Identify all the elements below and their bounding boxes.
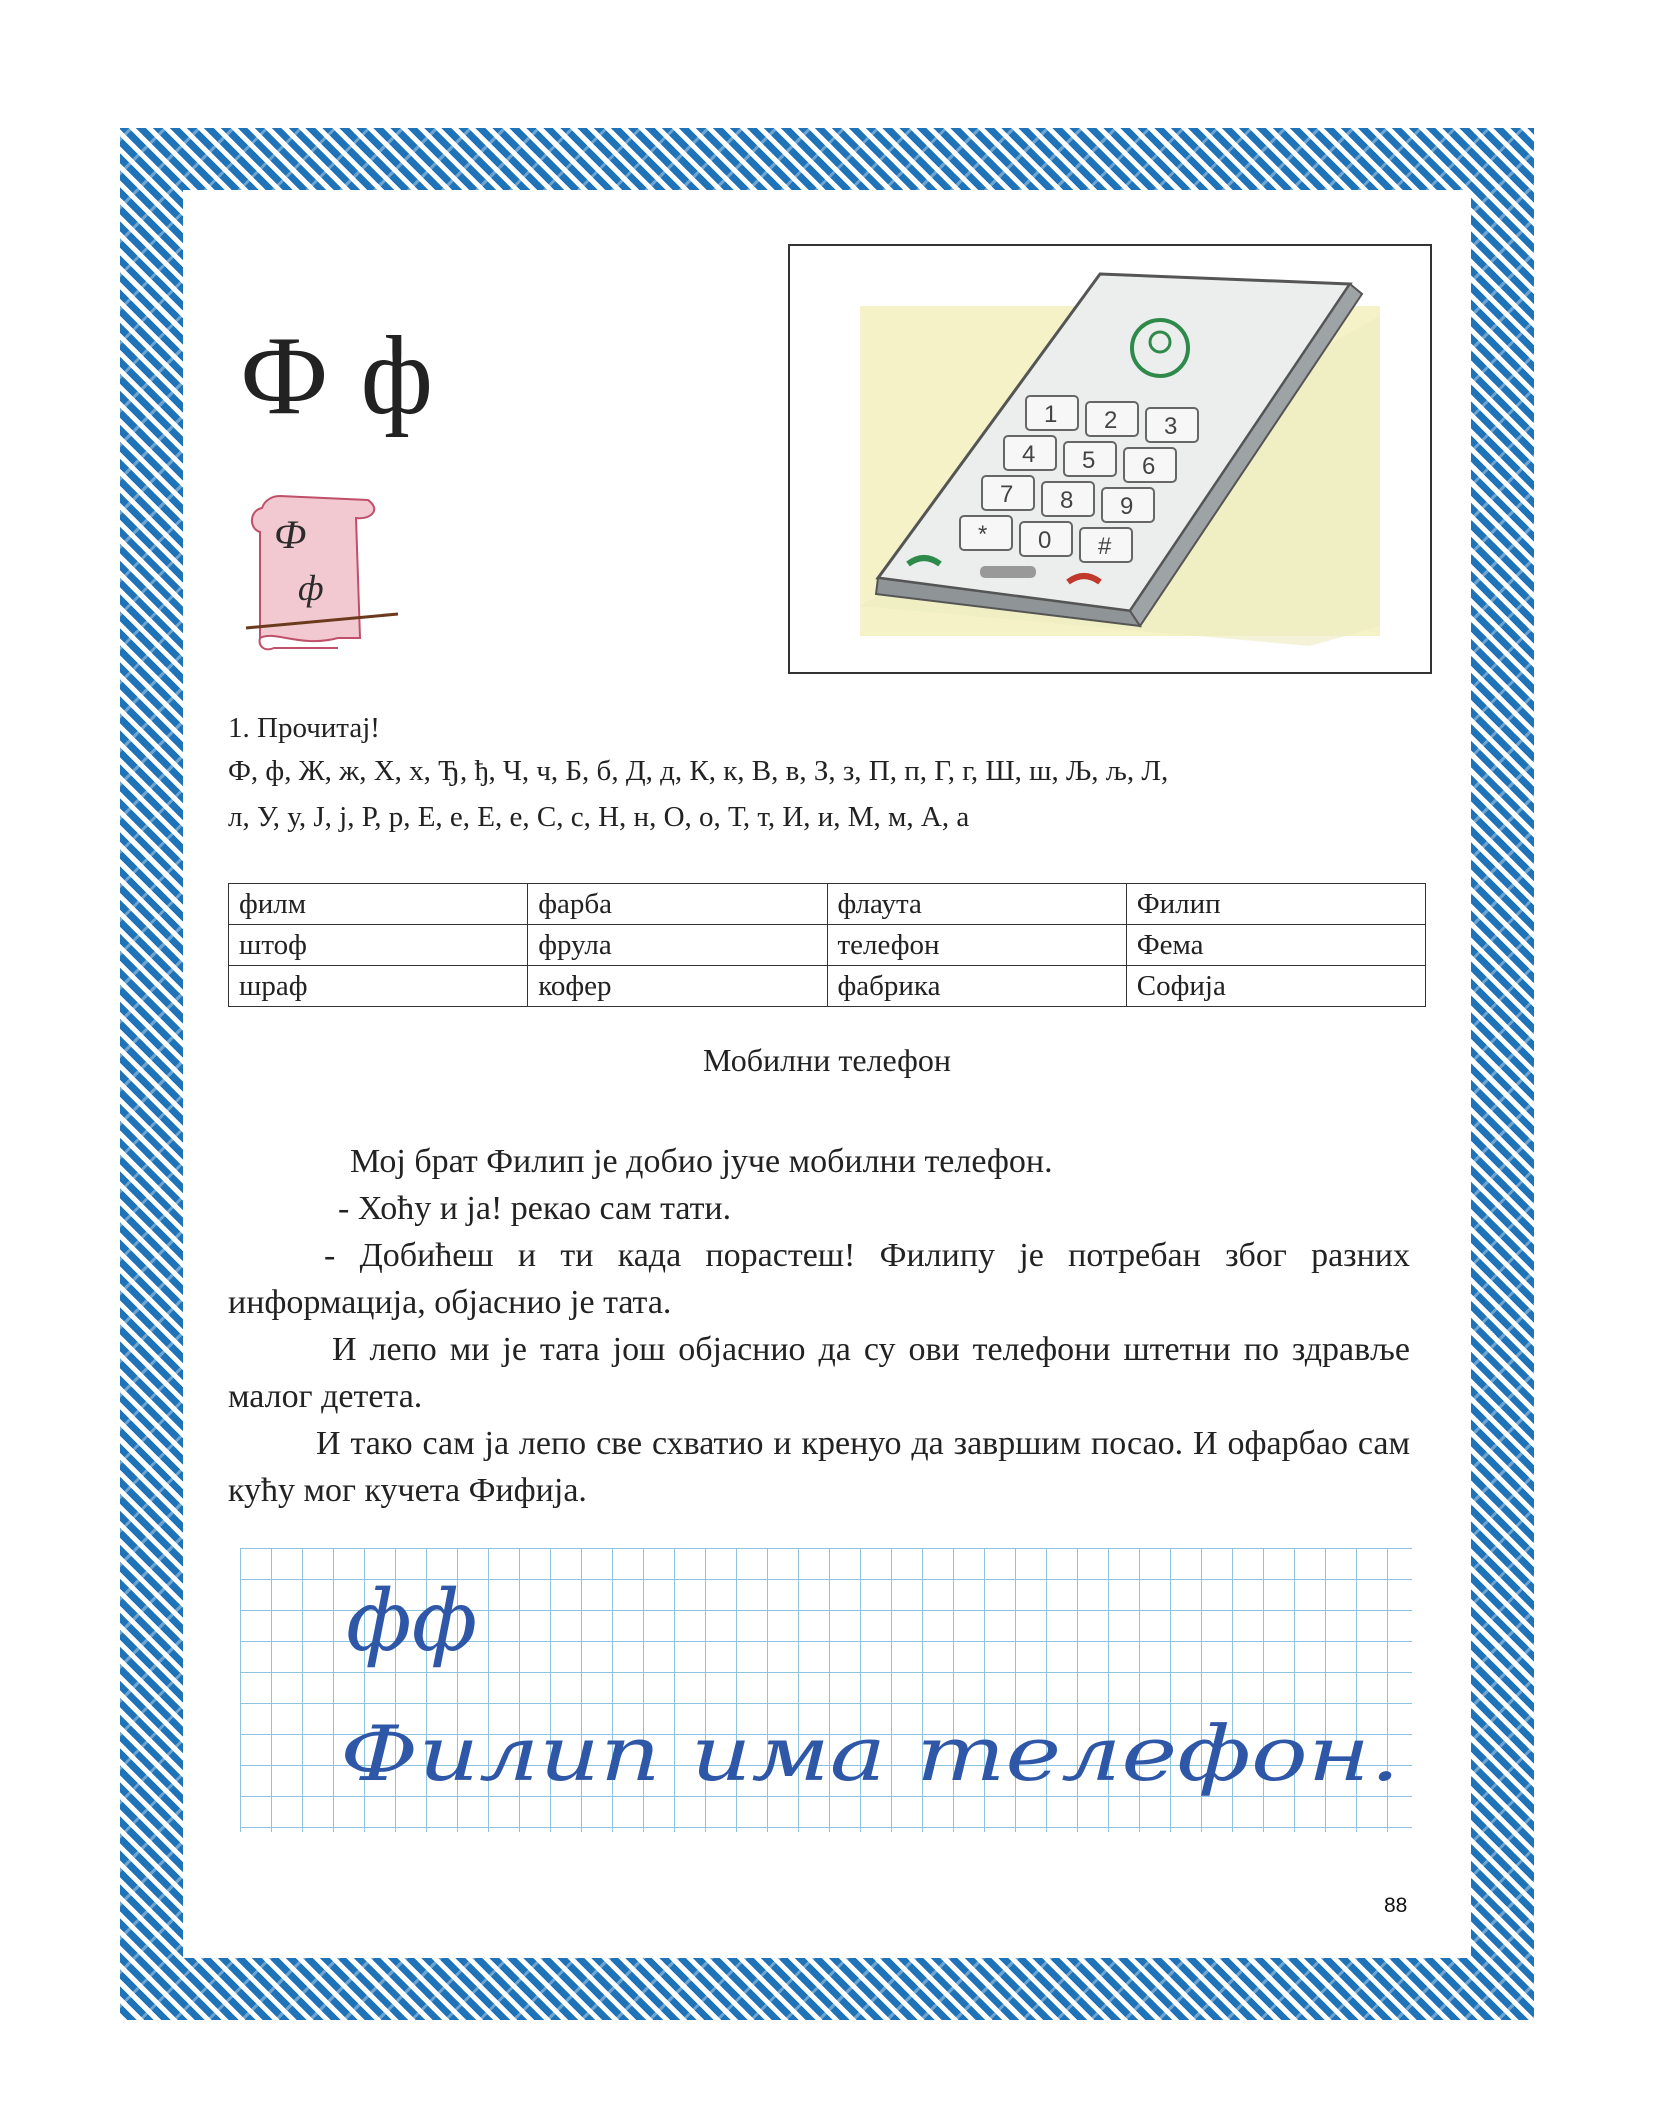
scroll-letter-lower: ф xyxy=(298,568,324,608)
letter-list xyxy=(228,748,1428,840)
letter-heading: Ф ф xyxy=(240,314,436,438)
table-cell: Филип xyxy=(1126,884,1425,925)
table-row xyxy=(229,925,1426,966)
letter-list-line-2: л, У, у, Ј, ј, Р, р, Е, е, Е, е, С, с, Н, н, О, о, Т, т, И, и, М, м, А, а xyxy=(228,801,970,833)
key-1: 1 xyxy=(1044,401,1058,428)
story-paragraph-1: Мој брат Филип је добио јуче мобилни телефон. xyxy=(350,1143,1053,1180)
key-8: 8 xyxy=(1060,487,1074,514)
key-6: 6 xyxy=(1142,453,1156,480)
page-number: 88 xyxy=(1384,1894,1408,1917)
exercise-instruction: 1. Прочитај! xyxy=(228,712,380,744)
story-paragraph-2: - Хоћу и ја! рекао сам тати. xyxy=(338,1190,732,1227)
table-cell: штоф xyxy=(229,925,528,966)
story-paragraph-4: И лепо ми је тата још објаснио да су ови телефони штетни по здравље малог детета. xyxy=(228,1331,1410,1415)
story-text xyxy=(228,1138,1410,1514)
handwriting-line-2: Филип има телефон. xyxy=(340,1709,1400,1798)
key-7: 7 xyxy=(1000,481,1014,508)
letter-list-line-1: Ф, ф, Ж, ж, Х, х, Ђ, ђ, Ч, ч, Б, б, Д, д, К, к, В, в, З, з, П, п, Г, г, Ш, ш, Љ, љ, Л, xyxy=(228,755,1169,787)
phone-illustration xyxy=(788,244,1432,674)
table-cell: фабрика xyxy=(827,966,1126,1007)
handwriting-practice xyxy=(240,1548,1412,1832)
story-paragraph-5: И тако сам ја лепо све схватио и кренуо да завршим посао. И офарбао сам кућу мог кучета Фифија. xyxy=(228,1425,1410,1509)
table-cell: флаута xyxy=(827,884,1126,925)
handwriting-line-1: фф xyxy=(346,1572,478,1670)
key-9: 9 xyxy=(1120,493,1134,520)
table-cell: телефон xyxy=(827,925,1126,966)
story-title: Мобилни телефон xyxy=(703,1042,951,1078)
key-4: 4 xyxy=(1022,441,1036,468)
key-5: 5 xyxy=(1082,447,1096,474)
words-table xyxy=(228,883,1426,1007)
table-row xyxy=(229,966,1426,1007)
table-cell: фрула xyxy=(528,925,827,966)
table-cell: кофер xyxy=(528,966,827,1007)
table-cell: Софија xyxy=(1126,966,1425,1007)
table-cell: фарба xyxy=(528,884,827,925)
key-2: 2 xyxy=(1104,407,1118,434)
scroll-icon xyxy=(240,488,400,656)
key-0: 0 xyxy=(1038,527,1052,554)
table-cell: шраф xyxy=(229,966,528,1007)
scroll-letter-upper: Ф xyxy=(274,512,307,557)
key-hash: # xyxy=(1098,533,1112,560)
key-3: 3 xyxy=(1164,413,1178,440)
story-paragraph-3: - Добићеш и ти када порастеш! Филипу је потребан због разних информација, објаснио је тата. xyxy=(228,1237,1410,1321)
table-cell: Фема xyxy=(1126,925,1425,966)
key-star: * xyxy=(978,521,988,548)
table-row xyxy=(229,884,1426,925)
table-cell: филм xyxy=(229,884,528,925)
